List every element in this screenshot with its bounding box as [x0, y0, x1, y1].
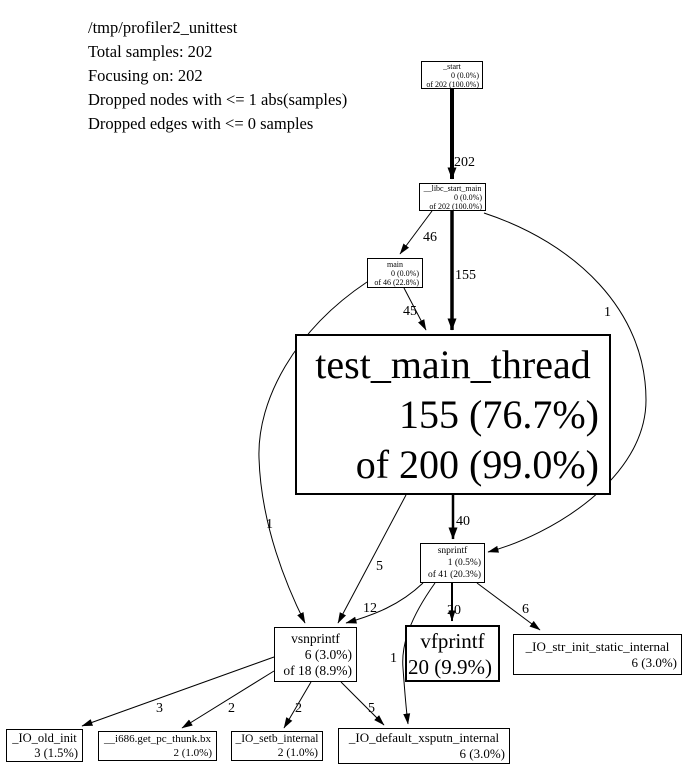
node-i686-get-pc-thunk-bx	[98, 731, 217, 761]
edge-label-5-tmt-vsnprintf: 5	[376, 559, 383, 574]
edge-label-46: 46	[423, 230, 437, 245]
node-io-setb-internal	[231, 731, 323, 761]
node-libc-name: __libc_start_main	[423, 183, 482, 193]
node-start	[421, 61, 483, 89]
node-iostr-name: _IO_str_init_static_internal	[525, 638, 670, 654]
node-i686-samples: 2 (1.0%)	[173, 747, 212, 759]
edge-label-45: 45	[403, 304, 417, 319]
edge-snprintf-iostrinit	[477, 583, 540, 630]
edge-vsnprintf-i686thunk	[182, 671, 274, 728]
dropped-edges-line: Dropped edges with <= 0 samples	[88, 114, 314, 133]
total-samples-line: Total samples: 202	[88, 42, 213, 61]
edge-label-20: 20	[447, 603, 461, 618]
edge-vsnprintf-iooldinit	[82, 657, 274, 726]
node-ioold-samples: 3 (1.5%)	[34, 745, 78, 760]
node-start-total: of 202 (100.0%)	[426, 79, 479, 89]
node-io-old-init	[6, 729, 83, 762]
node-libc-start-main	[419, 183, 486, 211]
edge-label-155: 155	[455, 268, 476, 283]
node-vfprintf-samples: 20 (9.9%)	[408, 654, 492, 679]
edge-label-1-main-vsnprintf: 1	[266, 517, 273, 532]
node-iosetb-samples: 2 (1.0%)	[277, 747, 318, 759]
node-io-str-init-static-internal	[513, 634, 682, 675]
profile-path: /tmp/profiler2_unittest	[88, 18, 238, 37]
edge-label-5-vsn-iodefault: 5	[368, 701, 375, 716]
edge-label-3: 3	[156, 701, 163, 716]
node-vfprintf-name: vfprintf	[420, 628, 485, 653]
node-main-name: main	[387, 259, 403, 269]
node-tmt-name: test_main_thread	[315, 341, 591, 387]
node-vsnprintf-samples: 6 (3.0%)	[304, 646, 352, 662]
node-ioold-name: _IO_old_init	[12, 730, 77, 745]
node-snprintf	[420, 543, 485, 583]
edge-label-40: 40	[456, 514, 470, 529]
node-main-samples: 0 (0.0%)	[391, 268, 419, 278]
node-snprintf-name: snprintf	[437, 546, 468, 556]
node-snprintf-samples: 1 (0.5%)	[447, 558, 481, 568]
edge-vsnprintf-iodefaultxsputn	[341, 682, 384, 725]
node-tmt-samples: 155 (76.7%)	[399, 391, 599, 437]
node-vsnprintf-name: vsnprintf	[291, 630, 340, 646]
edge-label-2-i686: 2	[228, 701, 235, 716]
edge-label-2-iosetb: 2	[295, 701, 302, 716]
node-tmt-total: of 200 (99.0%)	[355, 441, 599, 487]
edge-label-12: 12	[363, 601, 377, 616]
node-vsnprintf-total: of 18 (8.9%)	[283, 662, 352, 678]
node-io-default-xsputn-internal	[338, 728, 510, 764]
node-iostr-samples: 6 (3.0%)	[631, 654, 677, 670]
node-i686-name: __i686.get_pc_thunk.bx	[104, 733, 211, 745]
edge-label-1-libc-snprintf: 1	[604, 305, 611, 320]
node-iodefault-samples: 6 (3.0%)	[459, 746, 505, 761]
node-test-main-thread	[295, 334, 611, 495]
node-vfprintf	[405, 625, 500, 682]
node-vsnprintf	[274, 627, 357, 682]
edge-label-202: 202	[454, 155, 475, 170]
node-main-total: of 46 (22.8%)	[374, 277, 419, 287]
node-iosetb-name: _IO_setb_internal	[235, 733, 319, 745]
focusing-on-line: Focusing on: 202	[88, 66, 203, 85]
node-snprintf-total: of 41 (20.3%)	[427, 570, 481, 580]
dropped-nodes-line: Dropped nodes with <= 1 abs(samples)	[88, 90, 348, 109]
node-start-name: _start	[443, 61, 461, 71]
node-libc-samples: 0 (0.0%)	[454, 192, 482, 202]
edge-label-6: 6	[522, 602, 529, 617]
edge-snprintf-vsnprintf	[346, 583, 423, 623]
edge-label-1-snprintf-iodefault: 1	[390, 651, 397, 666]
node-iodefault-name: _IO_default_xsputn_internal	[348, 730, 500, 745]
node-libc-total: of 202 (100.0%)	[429, 201, 482, 211]
node-main	[367, 258, 423, 288]
node-start-samples: 0 (0.0%)	[451, 70, 479, 80]
